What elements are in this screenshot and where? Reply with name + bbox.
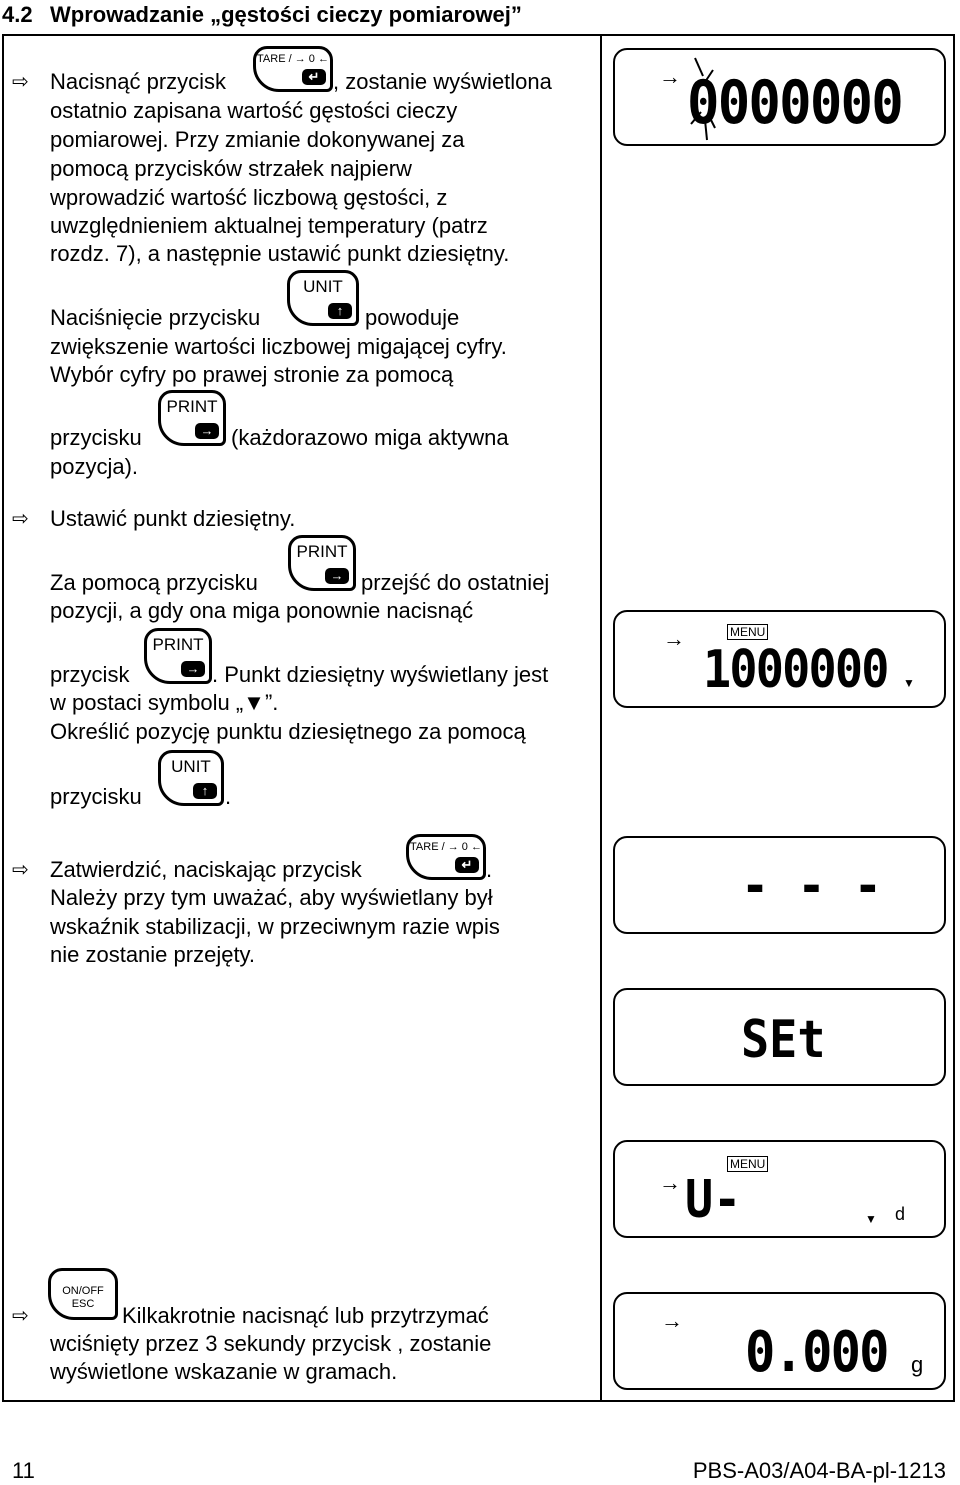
step4-line2: wciśnięty przez 3 sekundy przycisk , zostanie [50,1331,492,1356]
print-key [158,390,226,446]
display-arrow-icon: → [659,64,681,89]
step3-line1b: . [486,857,493,882]
unit-key [287,270,359,326]
step1-line5: wprowadzić wartość liczbową gęstości, z [50,185,448,210]
bullet-arrow-icon: ⇨ [12,1305,29,1327]
tare-key-label: TARE / → 0 ← [257,53,329,65]
decimal-marker-icon: ▼ [903,676,915,690]
esc-label: ESC [71,1298,95,1310]
enter-icon: ↵ [302,69,326,85]
step1-para2-g: pozycja). [50,454,139,479]
unit-key-label: UNIT [303,277,343,296]
display-value: 0000000 [687,68,902,138]
unit-label: d [895,1204,906,1224]
menu-indicator: MENU [727,1156,768,1172]
step2-line7a: przycisku [50,784,142,809]
display-grams [613,1292,946,1390]
display-set [613,988,946,1086]
step3-line1a: Zatwierdzić, naciskając przycisk [50,857,362,882]
step1-para2-b: powoduje [365,305,460,330]
step2-line5: w postaci symbolu „▼”. [50,690,279,715]
tare-key [253,46,333,92]
step1-para2-a: Naciśnięcie przycisku [50,305,261,330]
print-key [288,535,356,591]
unit-key [158,750,224,806]
right-arrow-icon: → [195,423,219,439]
document-code: PBS-A03/A04-BA-pl-1213 [692,1458,946,1483]
display-value: SEt [741,1010,826,1070]
decimal-marker-icon: ▼ [865,1212,877,1226]
step1-line1a: Nacisnąć przycisk [50,69,227,94]
section-number: 4.2 [2,2,33,27]
step4-line1: Kilkakrotnie nacisnąć lub przytrzymać [122,1303,489,1328]
page-number: 11 [12,1458,35,1483]
display-value: U- [685,1170,742,1230]
print-key-label: PRINT [152,635,204,654]
step1-line7: rozdz. 7), a następnie ustawić punkt dziesiętny. [50,241,510,266]
onoff-esc-key [48,1268,118,1320]
onoff-key-label [51,1285,115,1311]
bullet-arrow-icon: ⇨ [12,859,29,881]
display-value: - - - [741,856,882,916]
step1-para2-e: przycisku [50,425,142,450]
step2-line1: Ustawić punkt dziesiętny. [50,506,296,531]
step1-line2: ostatnio zapisana wartość gęstości cieczy [50,98,458,123]
menu-indicator: MENU [727,624,768,640]
step2-line2b: przejść do ostatniej [361,570,550,595]
display-value: 0.000 [745,1320,888,1385]
up-arrow-icon: ↑ [328,303,352,319]
step1-line4: pomocą przycisków strzałek najpierw [50,156,412,181]
display-dashes [613,836,946,934]
bullet-arrow-icon: ⇨ [12,71,29,93]
step1-para2-d: Wybór cyfry po prawej stronie za pomocą [50,362,454,387]
section-heading [2,2,522,28]
step3-line2: Należy przy tym uważać, aby wyświetlany był [50,885,493,910]
step2-line2a: Za pomocą przycisku [50,570,258,595]
right-arrow-icon: → [181,661,205,677]
step1-line3: pomiarowej. Przy zmianie dokonywanej za [50,127,465,152]
up-arrow-icon: ↑ [193,783,217,799]
print-key-label: PRINT [296,542,348,561]
display-unit-density [613,1140,946,1238]
step2-line7b: . [225,784,232,809]
display-density-0000000 [613,48,946,146]
print-key-label: PRINT [166,397,218,416]
step1-line1b: , zostanie wyświetlona [333,69,552,94]
tare-key [406,834,486,880]
step3-line4: nie zostanie przejęty. [50,942,256,967]
display-value: 1000000 [703,640,888,700]
display-arrow-icon: → [659,1170,681,1195]
unit-label: g [911,1352,924,1377]
step1-line6: uwzględnieniem aktualnej temperatury (patrz [50,213,488,238]
print-key [144,628,212,684]
display-decimal-point [613,610,946,708]
step4-line3: wyświetlone wskazanie w gramach. [50,1359,398,1384]
enter-icon: ↵ [455,857,479,873]
right-arrow-icon: → [325,568,349,584]
display-arrow-icon: → [661,1308,683,1333]
onoff-label: ON/OFF [62,1285,104,1297]
step2-line6: Określić pozycję punktu dziesiętnego za pomocą [50,719,526,744]
section-title: Wprowadzanie „gęstości cieczy pomiarowej” [50,2,522,27]
column-divider [600,34,602,1402]
step2-line4a: przycisk [50,662,130,687]
unit-key-label: UNIT [171,757,211,776]
display-arrow-icon: → [663,626,685,651]
bullet-arrow-icon: ⇨ [12,508,29,530]
step1-para2-c: zwiększenie wartości liczbowej migającej cyfry. [50,334,507,359]
tare-key-label: TARE / → 0 ← [410,841,482,853]
step3-line3: wskaźnik stabilizacji, w przeciwnym razie wpis [50,914,500,939]
step2-line4b: . Punkt dziesiętny wyświetlany jest [212,662,549,687]
step2-line3: pozycji, a gdy ona miga ponownie nacisnąć [50,598,474,623]
step1-para2-f: (każdorazowo miga aktywna [231,425,509,450]
